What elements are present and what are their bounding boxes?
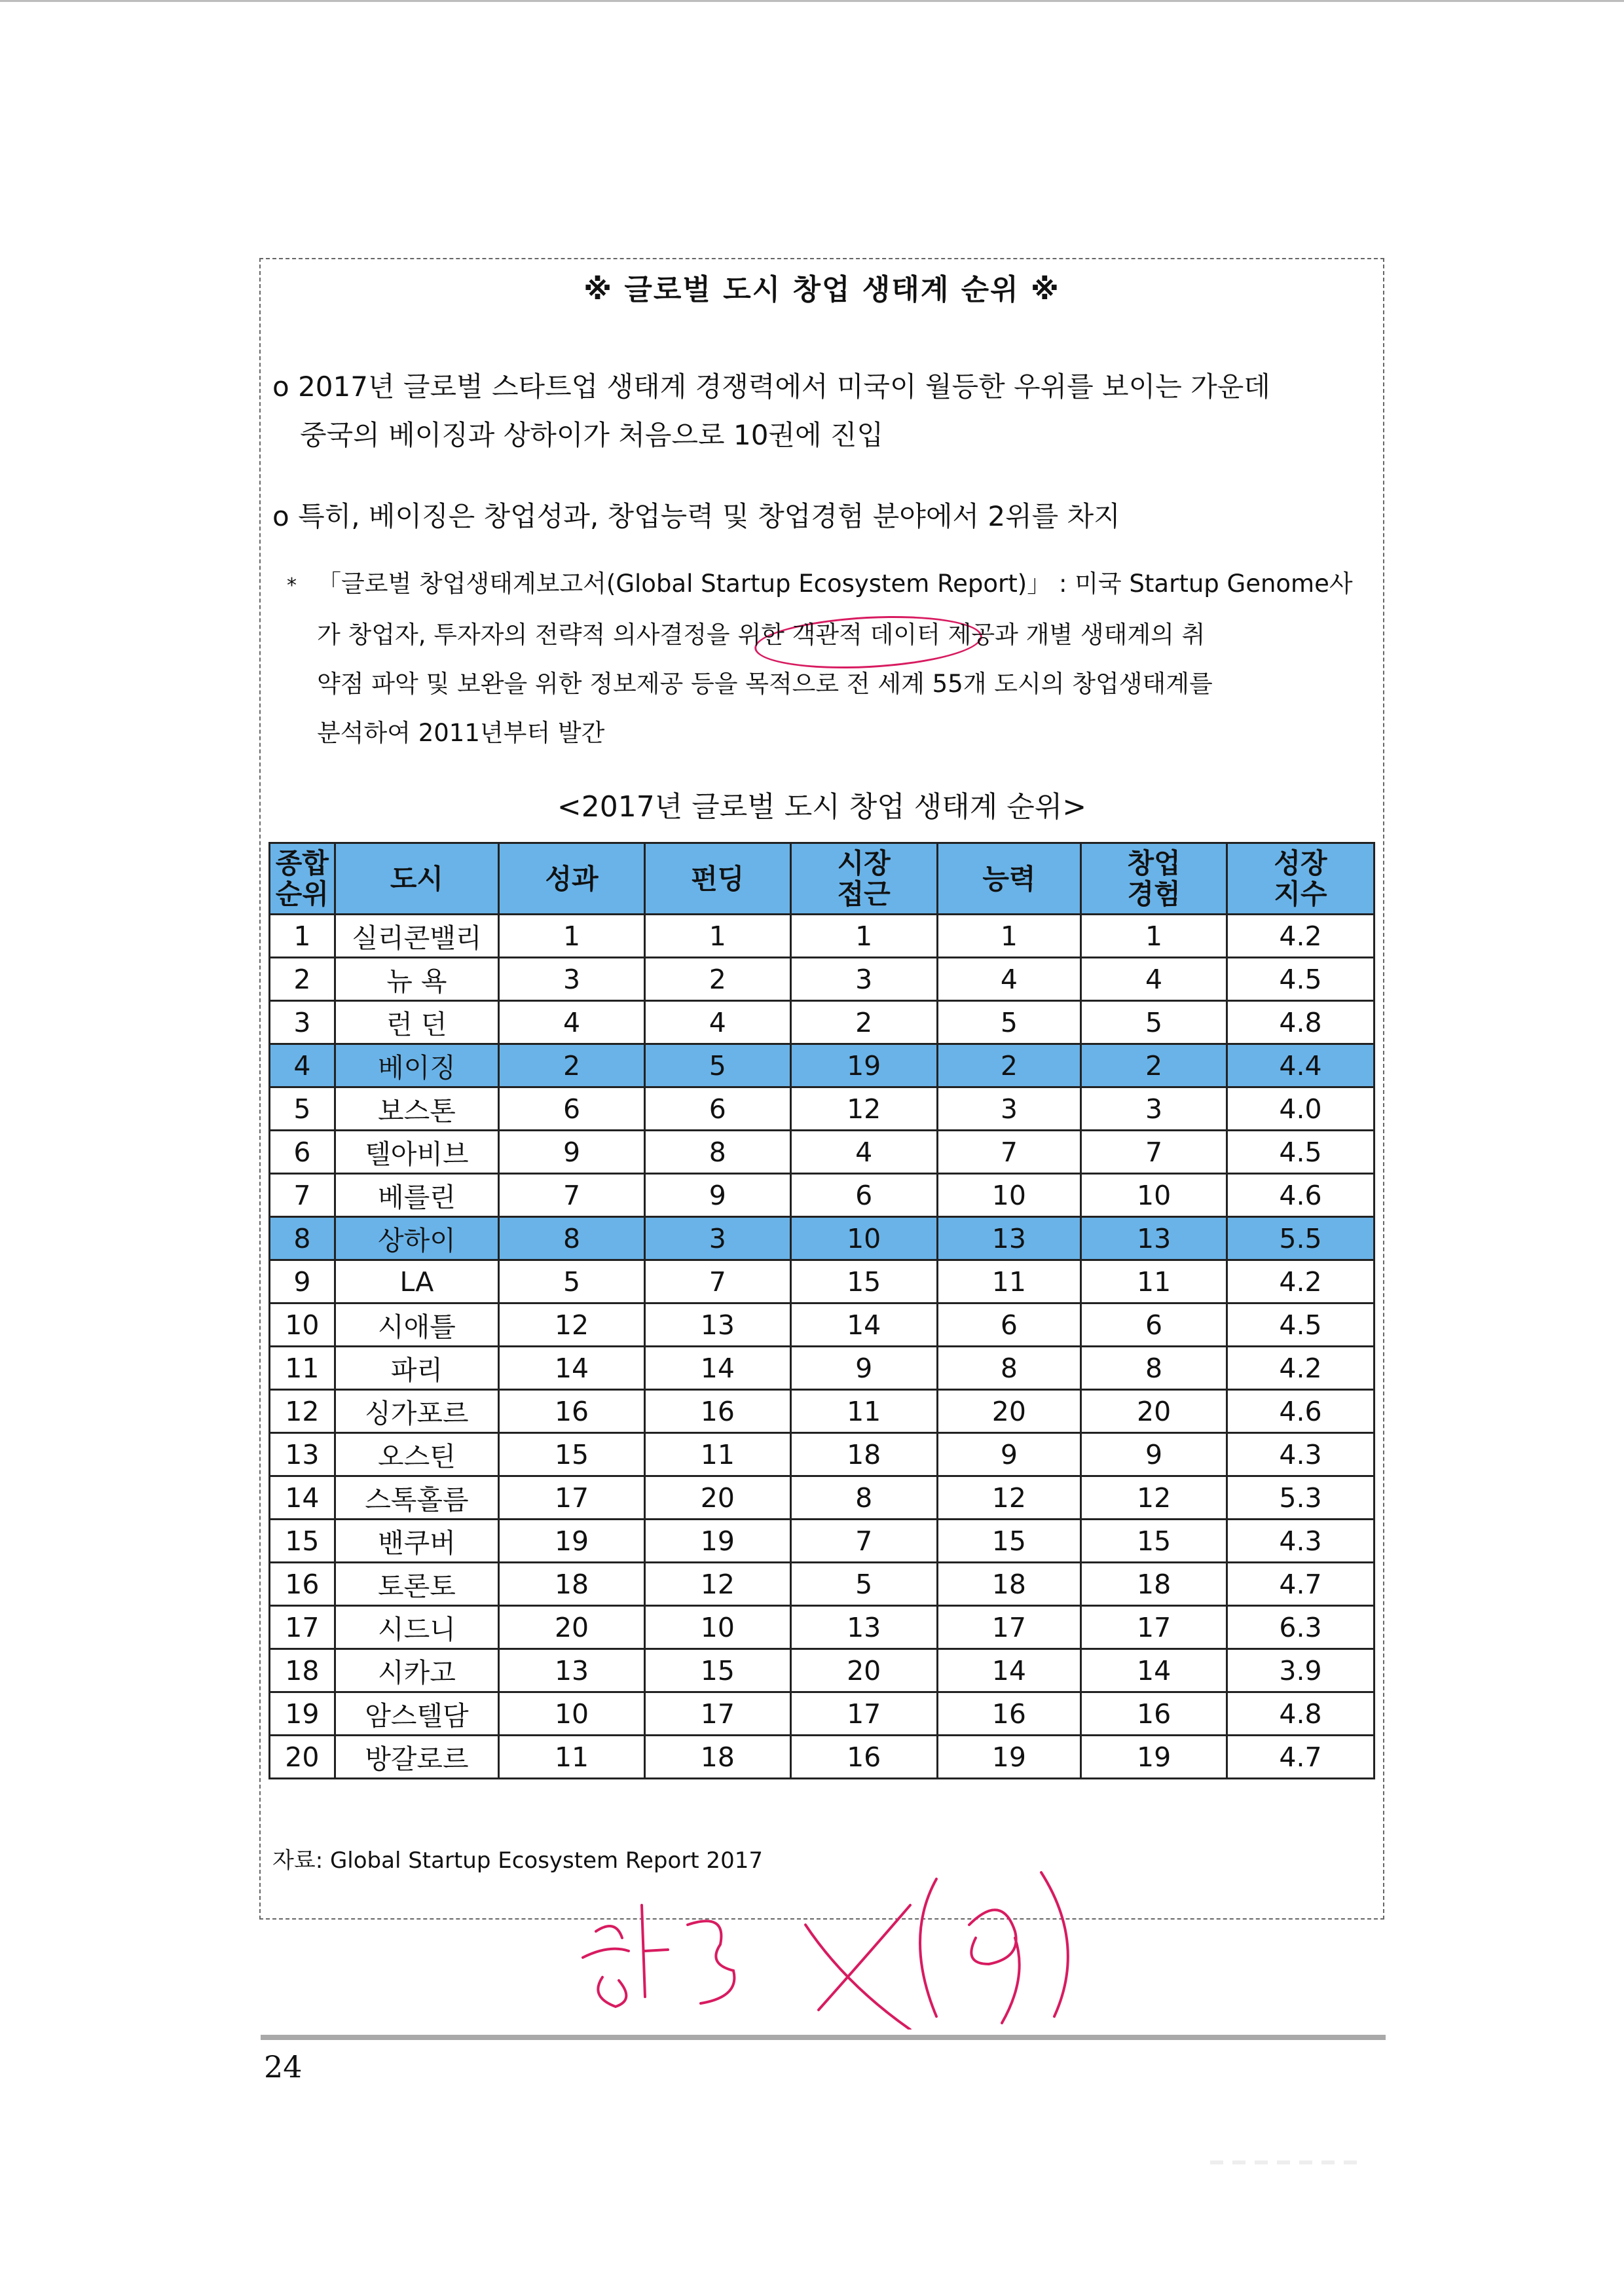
table-cell: 11	[1081, 1260, 1227, 1303]
table-caption: <2017년 글로벌 도시 창업 생태계 순위>	[557, 790, 1087, 824]
table-cell: 12	[790, 1087, 937, 1131]
column-header	[270, 843, 335, 915]
table-cell: 4.3	[1227, 1520, 1375, 1563]
table-row	[270, 915, 1375, 958]
table-cell: 4.5	[1227, 958, 1375, 1001]
table-cell: 19	[1081, 1736, 1227, 1779]
table-cell: 텔아비브	[335, 1131, 498, 1174]
table-cell: 19	[499, 1520, 645, 1563]
table-cell: 20	[270, 1736, 335, 1779]
table-cell: 16	[499, 1390, 645, 1433]
table-cell: 17	[790, 1692, 937, 1736]
table-body	[270, 915, 1375, 1779]
info-box	[259, 258, 1384, 1920]
table-cell: 10	[790, 1217, 937, 1260]
table-cell: 1	[270, 915, 335, 958]
table-cell: 15	[1081, 1520, 1227, 1563]
column-header-text: 성과	[545, 862, 599, 895]
table-row	[270, 1347, 1375, 1390]
table-cell: 베를린	[335, 1174, 498, 1217]
table-cell: 2	[1081, 1044, 1227, 1087]
table-row	[270, 1563, 1375, 1606]
table-cell: 20	[1081, 1390, 1227, 1433]
table-cell: 18	[499, 1563, 645, 1606]
table-cell: 10	[1081, 1174, 1227, 1217]
table-cell: 5	[1081, 1001, 1227, 1044]
table-cell: 13	[644, 1303, 790, 1347]
table-cell: 4	[937, 958, 1081, 1001]
table-cell: 19	[790, 1044, 937, 1087]
table-cell: 13	[1081, 1217, 1227, 1260]
table-cell: 4.5	[1227, 1303, 1375, 1347]
table-cell: 15	[644, 1649, 790, 1692]
table-cell: LA	[335, 1260, 498, 1303]
table-cell: 4.2	[1227, 1260, 1375, 1303]
column-header-text: 펀딩	[691, 862, 745, 895]
table-cell: 암스텔담	[335, 1692, 498, 1736]
table-cell: 오스틴	[335, 1433, 498, 1476]
table-cell: 5.5	[1227, 1217, 1375, 1260]
table-cell: 13	[499, 1649, 645, 1692]
table-row	[270, 1044, 1375, 1087]
table-cell: 12	[644, 1563, 790, 1606]
table-cell: 8	[644, 1131, 790, 1174]
table-cell: 토론토	[335, 1563, 498, 1606]
column-header	[1227, 843, 1375, 915]
bullet-marker: o	[272, 500, 289, 532]
handwritten-signature	[570, 1866, 1133, 2030]
column-header-text: 순위	[275, 878, 329, 910]
footnote-line-4: 분석하여 2011년부터 발간	[317, 719, 605, 747]
table-cell: 6.3	[1227, 1606, 1375, 1649]
table-cell: 2	[790, 1001, 937, 1044]
table-cell: 16	[644, 1390, 790, 1433]
scan-top-line	[0, 0, 1624, 2]
footnote-marker: *	[287, 574, 297, 597]
column-header-text: 접근	[837, 878, 891, 910]
table-cell: 4	[644, 1001, 790, 1044]
table-cell: 12	[1081, 1476, 1227, 1520]
table-cell: 11	[790, 1390, 937, 1433]
table-cell: 3	[937, 1087, 1081, 1131]
table-cell: 4.0	[1227, 1087, 1375, 1131]
table-row	[270, 1520, 1375, 1563]
table-cell: 3.9	[1227, 1649, 1375, 1692]
table-cell: 3	[1081, 1087, 1227, 1131]
column-header-text: 능력	[982, 862, 1036, 895]
table-cell: 20	[644, 1476, 790, 1520]
table-cell: 14	[1081, 1649, 1227, 1692]
footnote-line-2: 가 창업자, 투자자의 전략적 의사결정을 위한 객관적 데이터 제공과 개별 생태계의 취	[317, 621, 1206, 649]
table-cell: 4.6	[1227, 1174, 1375, 1217]
box-title: ※ 글로벌 도시 창업 생태계 순위 ※	[583, 273, 1060, 306]
table-cell: 7	[937, 1131, 1081, 1174]
table-cell: 3	[499, 958, 645, 1001]
column-header	[937, 843, 1081, 915]
table-cell: 보스톤	[335, 1087, 498, 1131]
table-cell: 4.7	[1227, 1563, 1375, 1606]
table-cell: 7	[499, 1174, 645, 1217]
ranking-table	[268, 842, 1375, 1779]
source-note: 자료: Global Startup Ecosystem Report 2017	[272, 1848, 763, 1874]
table-cell: 11	[499, 1736, 645, 1779]
table-cell: 2	[644, 958, 790, 1001]
table-cell: 1	[790, 915, 937, 958]
table-cell: 16	[270, 1563, 335, 1606]
table-cell: 시드니	[335, 1606, 498, 1649]
table-cell: 실리콘밸리	[335, 915, 498, 958]
table-cell: 4	[270, 1044, 335, 1087]
column-header	[499, 843, 645, 915]
table-cell: 3	[644, 1217, 790, 1260]
table-cell: 5	[499, 1260, 645, 1303]
table-cell: 18	[644, 1736, 790, 1779]
table-cell: 9	[790, 1347, 937, 1390]
column-header	[790, 843, 937, 915]
table-row	[270, 1433, 1375, 1476]
table-cell: 8	[937, 1347, 1081, 1390]
table-cell: 7	[1081, 1131, 1227, 1174]
table-cell: 7	[644, 1260, 790, 1303]
table-cell: 14	[270, 1476, 335, 1520]
table-cell: 6	[644, 1087, 790, 1131]
table-cell: 1	[937, 915, 1081, 958]
table-cell: 20	[499, 1606, 645, 1649]
table-cell: 16	[937, 1692, 1081, 1736]
table-cell: 7	[270, 1174, 335, 1217]
table-cell: 20	[937, 1390, 1081, 1433]
table-cell: 9	[937, 1433, 1081, 1476]
table-cell: 17	[499, 1476, 645, 1520]
bullet-2	[272, 492, 1379, 541]
table-cell: 17	[270, 1606, 335, 1649]
table-cell: 밴쿠버	[335, 1520, 498, 1563]
table-cell: 2	[937, 1044, 1081, 1087]
table-cell: 시애틀	[335, 1303, 498, 1347]
table-cell: 5	[270, 1087, 335, 1131]
table-cell: 11	[644, 1433, 790, 1476]
table-row	[270, 1217, 1375, 1260]
table-cell: 1	[499, 915, 645, 958]
table-cell: 19	[270, 1692, 335, 1736]
table-cell: 6	[790, 1174, 937, 1217]
table-cell: 4.8	[1227, 1001, 1375, 1044]
table-cell: 5.3	[1227, 1476, 1375, 1520]
table-row	[270, 958, 1375, 1001]
table-cell: 9	[270, 1260, 335, 1303]
table-cell: 13	[790, 1606, 937, 1649]
table-cell: 5	[790, 1563, 937, 1606]
scan-artifact	[1210, 2160, 1361, 2164]
table-cell: 런 던	[335, 1001, 498, 1044]
table-row	[270, 1736, 1375, 1779]
table-row	[270, 1649, 1375, 1692]
column-header-text: 창업	[1127, 847, 1181, 879]
table-cell: 16	[1081, 1692, 1227, 1736]
footnote	[287, 559, 1380, 757]
bullet-marker: o	[272, 371, 289, 403]
table-row	[270, 1001, 1375, 1044]
table-cell: 14	[937, 1649, 1081, 1692]
table-cell: 14	[790, 1303, 937, 1347]
table-cell: 4.2	[1227, 1347, 1375, 1390]
table-cell: 4.4	[1227, 1044, 1375, 1087]
table-cell: 15	[499, 1433, 645, 1476]
column-header-text: 성장	[1274, 847, 1327, 879]
table-cell: 8	[499, 1217, 645, 1260]
table-cell: 2	[499, 1044, 645, 1087]
bullet-text-line-1: 2017년 글로벌 스타트업 생태계 경쟁력에서 미국이 월등한 우위를 보이는 가운데	[298, 371, 1270, 403]
column-header-text: 지수	[1274, 878, 1327, 910]
table-cell: 7	[790, 1520, 937, 1563]
table-row	[270, 1476, 1375, 1520]
table-cell: 3	[790, 958, 937, 1001]
table-cell: 싱가포르	[335, 1390, 498, 1433]
table-cell: 4.2	[1227, 915, 1375, 958]
table-cell: 11	[270, 1347, 335, 1390]
table-cell: 12	[937, 1476, 1081, 1520]
footnote-line-3: 약점 파악 및 보완을 위한 정보제공 등을 목적으로 전 세계 55개 도시의 창업생태계를	[317, 670, 1213, 698]
bullet-text-line-1: 특히, 베이징은 창업성과, 창업능력 및 창업경험 분야에서 2위를 차지	[298, 500, 1120, 532]
footer-rule	[261, 2035, 1386, 2040]
table-cell: 19	[644, 1520, 790, 1563]
table-cell: 19	[937, 1736, 1081, 1779]
column-header	[644, 843, 790, 915]
table-cell: 4	[790, 1131, 937, 1174]
table-cell: 6	[1081, 1303, 1227, 1347]
table-cell: 16	[790, 1736, 937, 1779]
table-cell: 2	[270, 958, 335, 1001]
table-cell: 15	[937, 1520, 1081, 1563]
table-cell: 5	[937, 1001, 1081, 1044]
column-header	[1081, 843, 1227, 915]
table-cell: 9	[499, 1131, 645, 1174]
column-header-text: 종합	[275, 847, 329, 879]
table-cell: 11	[937, 1260, 1081, 1303]
table-cell: 13	[270, 1433, 335, 1476]
table-cell: 15	[270, 1520, 335, 1563]
table-cell: 17	[644, 1692, 790, 1736]
table-cell: 10	[499, 1692, 645, 1736]
table-cell: 13	[937, 1217, 1081, 1260]
table-cell: 4.3	[1227, 1433, 1375, 1476]
table-cell: 8	[270, 1217, 335, 1260]
table-cell: 9	[1081, 1433, 1227, 1476]
table-cell: 베이징	[335, 1044, 498, 1087]
table-cell: 12	[270, 1390, 335, 1433]
table-cell: 3	[270, 1001, 335, 1044]
column-header-text: 시장	[837, 847, 891, 879]
table-row	[270, 1390, 1375, 1433]
table-cell: 파리	[335, 1347, 498, 1390]
bullet-1	[272, 363, 1379, 460]
table-cell: 4	[499, 1001, 645, 1044]
bullet-text-line-2: 중국의 베이징과 상하이가 처음으로 10권에 진입	[300, 419, 884, 451]
table-cell: 20	[790, 1649, 937, 1692]
table-row	[270, 1260, 1375, 1303]
footnote-line-1: 「글로벌 창업생태계보고서(Global Startup Ecosystem Report)」 : 미국 Startup Genome사	[317, 570, 1353, 598]
table-cell: 18	[270, 1649, 335, 1692]
table-cell: 6	[937, 1303, 1081, 1347]
table-cell: 6	[270, 1131, 335, 1174]
table-cell: 10	[270, 1303, 335, 1347]
table-cell: 14	[499, 1347, 645, 1390]
table-header-row	[270, 843, 1375, 915]
table-cell: 8	[1081, 1347, 1227, 1390]
column-header-text: 도시	[390, 862, 443, 895]
table-cell: 14	[644, 1347, 790, 1390]
page-number: 24	[264, 2049, 303, 2085]
table-cell: 6	[499, 1087, 645, 1131]
table-cell: 18	[790, 1433, 937, 1476]
column-header	[335, 843, 498, 915]
table-cell: 4.8	[1227, 1692, 1375, 1736]
table-cell: 1	[1081, 915, 1227, 958]
table-cell: 17	[1081, 1606, 1227, 1649]
table-cell: 뉴 욕	[335, 958, 498, 1001]
table-cell: 스톡홀름	[335, 1476, 498, 1520]
table-row	[270, 1131, 1375, 1174]
table-cell: 시카고	[335, 1649, 498, 1692]
table-cell: 10	[644, 1606, 790, 1649]
table-cell: 4	[1081, 958, 1227, 1001]
table-cell: 상하이	[335, 1217, 498, 1260]
table-row	[270, 1692, 1375, 1736]
table-row	[270, 1087, 1375, 1131]
column-header-text: 경험	[1127, 878, 1181, 910]
table-cell: 8	[790, 1476, 937, 1520]
table-row	[270, 1174, 1375, 1217]
table-cell: 17	[937, 1606, 1081, 1649]
table-row	[270, 1303, 1375, 1347]
table-cell: 18	[937, 1563, 1081, 1606]
table-cell: 방갈로르	[335, 1736, 498, 1779]
table-cell: 4.7	[1227, 1736, 1375, 1779]
table-cell: 4.6	[1227, 1390, 1375, 1433]
table-cell: 15	[790, 1260, 937, 1303]
table-cell: 4.5	[1227, 1131, 1375, 1174]
table-cell: 10	[937, 1174, 1081, 1217]
table-cell: 1	[644, 915, 790, 958]
table-cell: 5	[644, 1044, 790, 1087]
table-cell: 12	[499, 1303, 645, 1347]
table-cell: 18	[1081, 1563, 1227, 1606]
table-row	[270, 1606, 1375, 1649]
table-cell: 9	[644, 1174, 790, 1217]
